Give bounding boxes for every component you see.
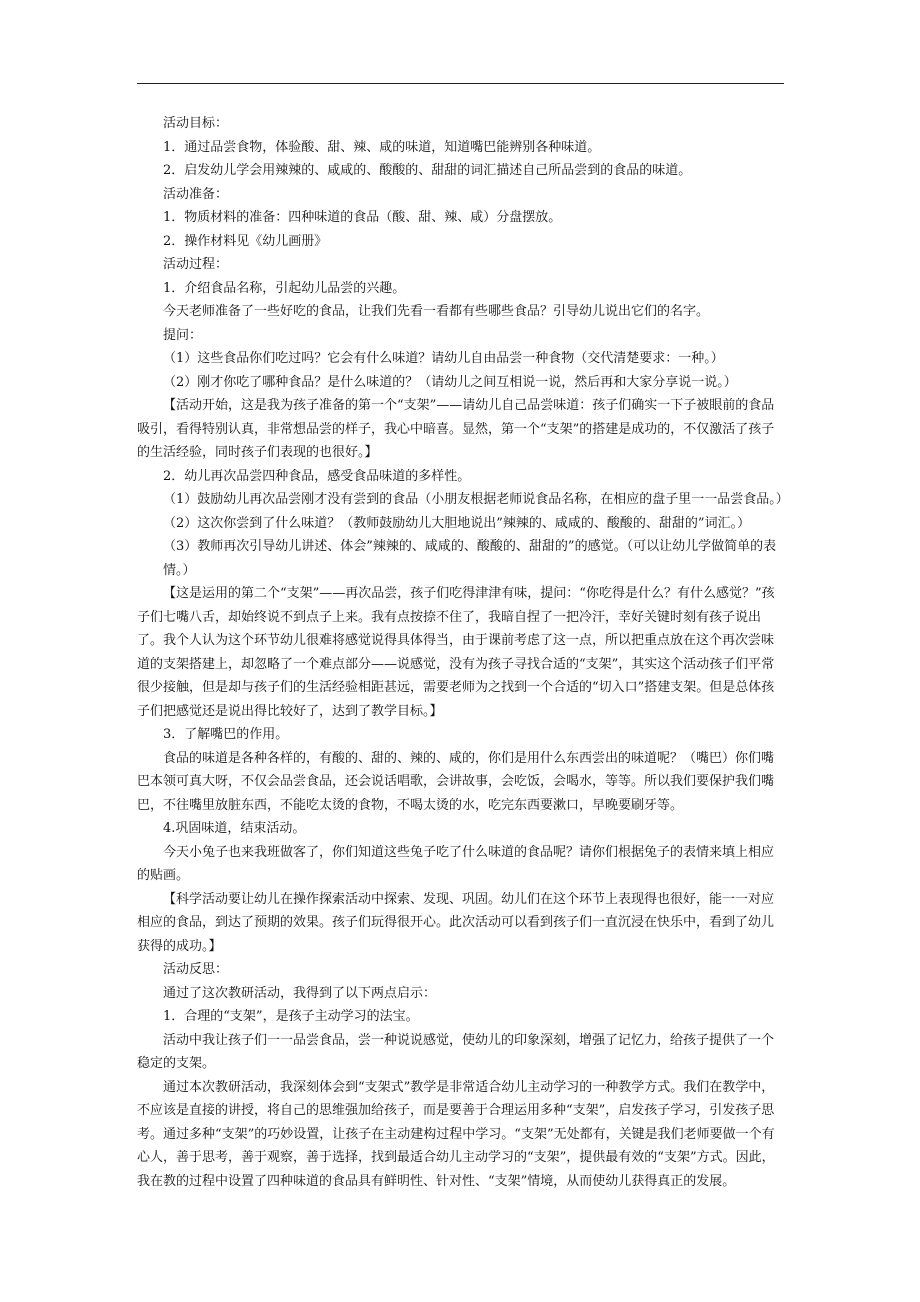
preparation-item-2: 2．操作材料见《幼儿画册》 <box>163 233 328 249</box>
process-step-1: 1．介绍食品名称，引起幼儿品尝的兴趣。 <box>163 280 406 296</box>
heading-goals: 活动目标： <box>163 116 229 131</box>
preparation-item-1: 1．物质材料的准备：四种味道的食品（酸、甜、辣、咸）分盘摆放。 <box>163 210 562 225</box>
paragraph: 提问： <box>163 327 203 343</box>
paragraph: 通过了这次教研活动，我得到了以下两点启示： <box>163 985 437 1001</box>
document-body <box>137 112 789 1193</box>
question-item: （2）刚才你吃了哪种食品？是什么味道的？（请幼儿之间互相说一说，然后再和大家分享说一说。） <box>163 374 737 390</box>
paragraph: 活动中我让孩子们一一品尝食品，尝一种说说感觉，使幼儿的印象深刻，增强了记忆力，给孩子提供了一个稳定的支架。 <box>137 1032 775 1071</box>
process-step-3: 3．了解嘴巴的作用。 <box>163 727 289 742</box>
insight-item-1: 1．合理的“支架”，是孩子主动学习的法宝。 <box>163 1009 419 1024</box>
reflection-note: 【这是运用的第二个“支架”——再次品尝，孩子们吃得津津有味，提问：“你吃得是什么？有什么感觉？”孩子们七嘴八舌，却始终说不到点子上来。我有点按捺不住了，我暗自捏了一把冷汗，幸好关键时刻有孩子说出了。我个人认为这个环节幼儿很难将感觉说得具体得当，由于课前考虑了这一点，所以把重点放在这个再次尝味道的支架搭建上，却忽略了一个难点部分——说感觉，没有为孩子寻找合适的“支架”，其实这个活动孩子们平常很少接触，但是却与孩子们的生活经验相距甚远，需要老师为之找到一个合适的“切入口”搭建支架。但是总体孩子们把感觉还是说出得比较好了，达到了教学目标。】 <box>137 586 775 719</box>
paragraph: 食品的味道是各种各样的，有酸的、甜的、辣的、咸的，你们是用什么东西尝出的味道呢？（嘴巴）你们嘴巴本领可真大呀，不仅会品尝食品，还会说话唱歌，会讲故事，会吃饭，会喝水，等等。所以我们要保护我们嘴巴，不往嘴里放脏东西，不能吃太烫的食物，不喝太烫的水，吃完东西要漱口，早晚要刷牙等。 <box>137 750 775 813</box>
question-item: （2）这次你尝到了什么味道？（教师鼓励幼儿大胆地说出”辣辣的、咸咸的、酸酸的、甜甜的”词汇。） <box>163 515 751 531</box>
paragraph: 今天老师准备了一些好吃的食品，让我们先看一看都有些哪些食品？引导幼儿说出它们的名字。 <box>163 304 710 319</box>
reflection-note: 【科学活动要让幼儿在操作探索活动中探索、发现、巩固。幼儿们在这个环节上表现得也很好，能一一对应相应的食品，到达了预期的效果。孩子们玩得很开心。此次活动可以看到孩子们一直沉浸在快乐中，看到了幼儿获得的成功。】 <box>137 891 775 954</box>
heading-process: 活动过程： <box>163 257 229 272</box>
question-item: （1）这些食品你们吃过吗？它会有什么味道？请幼儿自由品尝一种食物（交代清楚要求：一种。） <box>163 351 724 366</box>
paragraph: 通过本次教研活动，我深刻体会到“支架式”教学是非常适合幼儿主动学习的一种教学方式。我们在教学中，不应该是直接的讲授，将自己的思维强加给孩子，而是要善于合理运用多种“支架”，启发孩子学习，引发孩子思考。通过多种“支架”的巧妙设置，让孩子在主动建构过程中学习。“支架”无处都有，关键是我们老师要做一个有心人，善于思考，善于观察，善于选择，找到最适合幼儿主动学习的“支架”，提供最有效的“支架”方式。因此，我在教的过程中设置了四种味道的食品具有鲜明性、针对性、“支架”情境，从而使幼儿获得真正的发展。 <box>137 1079 775 1189</box>
process-step-2: 2．幼儿再次品尝四种食品，感受食品味道的多样性。 <box>163 468 471 484</box>
goal-item-2: 2．启发幼儿学会用辣辣的、咸咸的、酸酸的、甜甜的词汇描述自己所品尝到的食品的味道。 <box>163 163 692 178</box>
heading-preparation: 活动准备： <box>163 186 229 202</box>
question-item: （3）教师再次引导幼儿讲述、体会”辣辣的、咸咸的、酸酸的、甜甜的”的感觉。（可以让幼儿学做简单的表情。） <box>163 539 777 578</box>
paragraph: 今天小兔子也来我班做客了，你们知道这些兔子吃了什么味道的食品呢？请你们根据兔子的表情来填上相应的贴画。 <box>137 844 775 883</box>
process-step-4: 4.巩固味道，结束活动。 <box>163 821 306 836</box>
goal-item-1: 1．通过品尝食物，体验酸、甜、辣、咸的味道，知道嘴巴能辨别各种味道。 <box>163 139 601 155</box>
heading-reflection: 活动反思： <box>163 962 229 977</box>
question-item: （1）鼓励幼儿再次品尝刚才没有尝到的食品（小朋友根据老师说食品名称，在相应的盘子里一一品尝食品。） <box>163 492 789 507</box>
header-rule <box>137 83 784 84</box>
reflection-note: 【活动开始，这是我为孩子准备的第一个“支架”——请幼儿自己品尝味道：孩子们确实一下子被眼前的食品吸引，看得特别认真，非常想品尝的样子，我心中暗喜。显然，第一个“支架”的搭建是成功的，不仅激活了孩子的生活经验，同时孩子们表现的也很好。】 <box>137 398 775 460</box>
